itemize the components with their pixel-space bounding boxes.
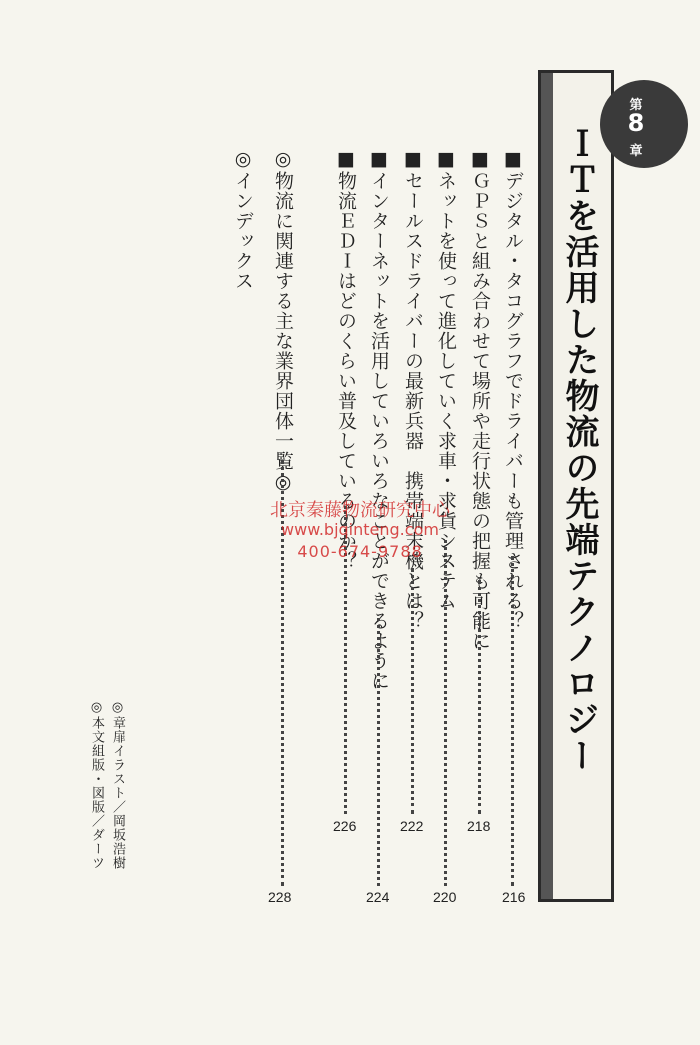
toc-entry-title: ◎物流に関連する主な業界団体一覧◎	[272, 148, 294, 494]
chapter-badge-suffix: 章	[629, 144, 643, 159]
toc-page-number: 228	[268, 889, 292, 905]
toc-entry[interactable]	[230, 148, 270, 298]
toc-entry-title: ■インターネットを活用していろいろなことができるように	[368, 148, 390, 691]
chapter-badge-prefix: 第	[629, 98, 643, 113]
toc-page-number: 218	[467, 818, 491, 834]
toc-leader-dots	[511, 556, 514, 886]
watermark-phone: 400-674-9788	[297, 542, 423, 561]
chapter-title-stripe	[541, 73, 553, 899]
toc-leader-dots	[411, 568, 414, 814]
toc-page-number: 224	[366, 889, 390, 905]
toc-entry[interactable]	[467, 148, 507, 838]
toc-entry-title: ■ＧＰＳと組み合わせて場所や走行状態の把握も可能に	[469, 148, 491, 651]
toc-leader-dots	[444, 540, 447, 886]
toc-entry-title: ■デジタル・タコグラフでドライバーも管理される？	[502, 148, 524, 631]
watermark-name: 北京秦藤物流研究中心	[270, 500, 450, 521]
watermark-url: www.bjqinteng.com	[281, 520, 439, 539]
toc-entry-title: ■ネットを使って進化していく求車・求貨システム	[435, 148, 457, 611]
toc-page-number: 216	[502, 889, 526, 905]
toc-page-number: 226	[333, 818, 357, 834]
toc-entry-title: ■セールスドライバーの最新兵器 携帯端末機とは？	[402, 148, 424, 631]
toc-entry[interactable]	[333, 148, 373, 838]
toc-page-number: 220	[433, 889, 457, 905]
toc-entry[interactable]	[400, 148, 440, 838]
credit-typesetting: ◎本文組版・図版／ダーツ	[89, 700, 104, 870]
credit-illustration: ◎章扉イラスト／岡坂浩樹	[110, 700, 125, 870]
chapter-title: ＩＴを活用した物流の先端テクノロジー	[559, 126, 599, 774]
toc-leader-dots	[377, 618, 380, 886]
toc-entry-title: ■物流ＥＤＩはどのくらい普及しているのか？	[335, 148, 357, 571]
chapter-badge-number: 8	[627, 109, 645, 137]
toc-leader-dots	[478, 580, 481, 814]
chapter-number-badge	[600, 80, 688, 168]
toc-page-number: 222	[400, 818, 424, 834]
toc-entry-title: ◎インデックス	[232, 148, 254, 291]
